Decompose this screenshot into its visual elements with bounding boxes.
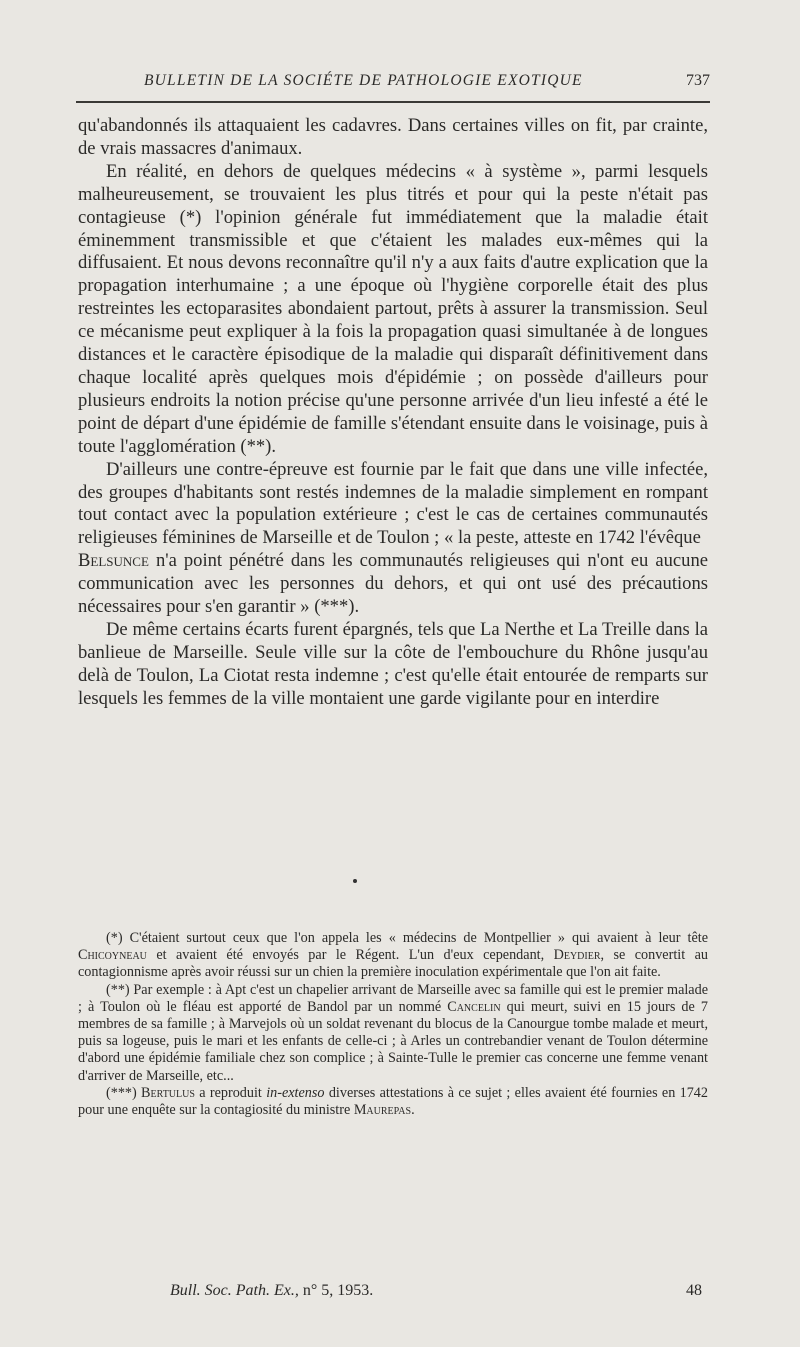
paragraph-2: En réalité, en dehors de quelques médecins « à système », parmi lesquels malheureusement, se trouvaient les plus titrés et pour qui la peste n'était pas contagieuse (*) l'opinion générale fut immédiatement que la maladie était éminemment transmissible et que c'étaient les malades eux-mêmes qui la diffusaient. Et nous devons reconnaître qu'il n'y a aux faits d'autre explication que la propagation interhumaine ; a une époque où l'hygiène corporelle était des plus restreintes les ectoparasites abondaient partout, prêts à assurer la transmission. Seul ce mécanisme peut expliquer à la fois la propagation quasi simultanée à de longues distances et le caractère épisodique de la maladie qui disparaît définitivement dans chaque localité après quelques mois d'épidémie ; on possède d'ailleurs pour plusieurs endroits la notion précise qu'une personne arrivée d'un lieu infesté a été le point de départ d'une épidémie de famille s'étendant ensuite dans le voisinage, puis à toute l'agglomération (**).: [78, 160, 708, 457]
citation-issue: n° 5, 1953.: [298, 1282, 374, 1299]
page-number: 737: [686, 72, 710, 89]
paragraph-3-text-a: D'ailleurs une contre-épreuve est fournie par le fait que dans une ville infectée, des groupes d'habitants sont restés indemnes de la maladie simplement en rompant tout contact avec la population extérieure ; c'est le cas de certaines communautés religieuses féminines de Marseille et de Toulon ; « la peste, atteste en 1742 l'évêque: [78, 458, 708, 549]
footnote-1: [78, 930, 708, 982]
footnote-3-text-d: .: [411, 1102, 415, 1119]
footnote-2-text-a: (**) Par exemple : à Apt c'est un chapelier arrivant de Marseille avec sa famille qui est le premier malade ; à Toulon où le fléau est apporté de Bandol par un nommé: [78, 981, 708, 1015]
journal-citation: [170, 1282, 373, 1300]
paragraph-1: qu'abandonnés ils attaquaient les cadavres. Dans certaines villes on fit, par crainte, de vrais massacres d'animaux.: [78, 115, 708, 159]
running-header: [78, 72, 710, 98]
footnote-3: [78, 1085, 708, 1119]
footnote-2: [78, 982, 708, 1085]
name-maurepas: Maurepas: [353, 1102, 412, 1119]
footnote-3-text-b: a reproduit: [194, 1084, 267, 1101]
sheet-number: 48: [686, 1282, 702, 1299]
footnote-1-text-c: , se convertit au contagionnisme après avoir réussi sur un chien la première inoculation expérimentale que l'on ait faite.: [78, 947, 708, 981]
footnote-1-text-a: (*) C'étaient surtout ceux que l'on appela les « médecins de Montpellier » qui avaient à leur tête: [106, 930, 708, 946]
italic-in-extenso: in-extenso: [266, 1084, 325, 1101]
footnote-3-text-a: (***): [106, 1084, 142, 1101]
main-text: [78, 115, 708, 711]
citation-journal: Bull. Soc. Path. Ex.,: [170, 1282, 299, 1299]
name-deydier: Deydier: [553, 947, 601, 964]
header-rule: [76, 101, 710, 103]
paragraph-3-text-b: n'a point pénétré dans les communautés religieuses qui n'ont eu aucune communication avec les personnes du dehors, et qui ont usé des précautions nécessaires pour s'en garantir » (***).: [78, 550, 708, 618]
paragraph-3: [78, 459, 708, 619]
footnote-3-text-c: diverses attestations à ce sujet ; elles avaient été fournies en 1742 pour une enquête sur la contagiosité du ministre: [78, 1084, 708, 1119]
journal-title: BULLETIN DE LA SOCIÉTE DE PATHOLOGIE EXOTIQUE: [144, 72, 583, 89]
name-bertulus: Bertulus: [141, 1084, 195, 1101]
name-cancelin: Cancelin: [447, 998, 501, 1015]
name-chicoyneau: Chicoyneau: [78, 947, 147, 964]
footnote-1-text-b: et avaient été envoyés par le Régent. L'un d'eux cependant,: [146, 947, 554, 964]
author-name-belsunce: Belsunce: [78, 550, 149, 572]
paragraph-4: De même certains écarts furent épargnés, tels que La Nerthe et La Treille dans la banlieue de Marseille. Seule ville sur la côte de l'embouchure du Rhône jusqu'au delà de Toulon, La Ciotat resta indemne ; c'est qu'elle était entourée de remparts sur lesquels les femmes de la ville montaient une garde vigilante pour en interdire: [78, 618, 708, 709]
page-footer: [78, 1282, 708, 1304]
printer-mark: [353, 879, 357, 883]
footnotes: [78, 930, 708, 1119]
footnote-2-text-b: qui meurt, suivi en 15 jours de 7 membres de sa famille ; à Marvejols où un soldat revenant du blocus de la Canourgue tombe malade et meurt, puis sa logeuse, puis le mari et les enfants de celle-ci ; à Arles un contrebandier venant de Toulon détermine d'abord une épidémie familiale chez son complice ; à Sainte-Tulle le premier cas concerne une femme venant d'arriver de Marseille, etc...: [78, 998, 708, 1084]
